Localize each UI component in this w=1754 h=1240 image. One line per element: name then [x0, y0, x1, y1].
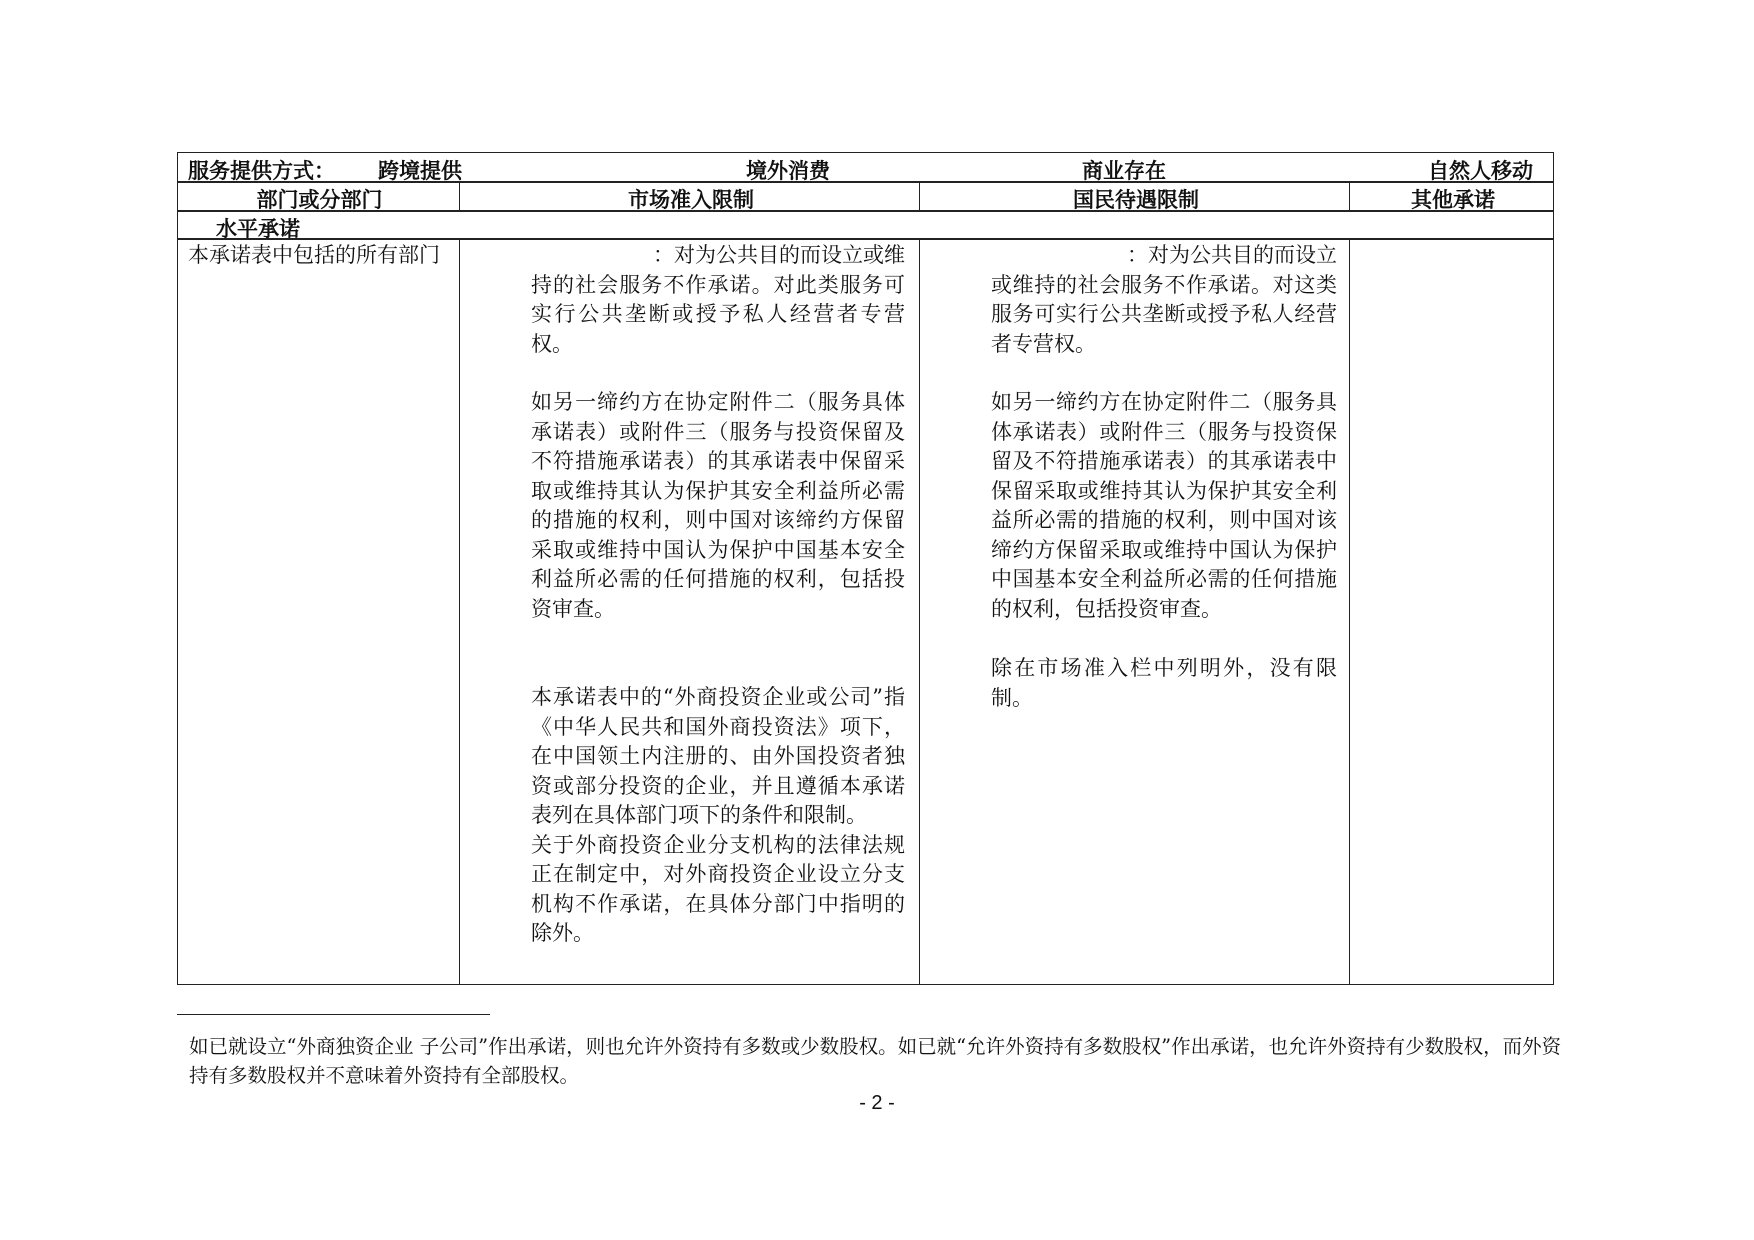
sector-cell [188, 241, 444, 271]
market-access-p1-line1: ：对为公共目的而设立或维 [653, 243, 905, 267]
modes-label: 服务提供方式： [188, 158, 335, 183]
national-treatment-p1-rest: 或维持的社会服务不作承诺。对这类服务可实行公共垄断或授予私人经营者专营权。 [991, 272, 1337, 356]
page-number: - 2 - [859, 1092, 895, 1114]
header-national-treatment: 国民待遇限制 [1073, 187, 1199, 212]
mode-consumption-abroad: 境外消费 [746, 158, 830, 183]
mode-commercial-presence: 商业存在 [1082, 158, 1166, 183]
national-treatment-p1-line1: ：对为公共目的而设立 [1127, 243, 1337, 267]
mode-cross-border: 跨境提供 [378, 158, 462, 183]
market-access-p2: 如另一缔约方在协定附件二（服务具体承诺表）或附件三（服务与投资保留及不符措施承诺表）的其承诺表中保留采取或维持其认为保护其安全利益所必需的措施的权利，则中国对该缔约方保留采取或维持中国认为保护中国基本安全利益所必需的任何措施的权利，包括投资审查。 [531, 390, 905, 621]
column-header-row [177, 181, 1554, 212]
header-sector: 部门或分部门 [256, 187, 383, 212]
horizontal-commitments-row [177, 238, 1554, 985]
national-treatment-cell [991, 241, 1337, 713]
header-additional-commitments: 其他承诺 [1411, 187, 1495, 212]
header-market-access: 市场准入限制 [628, 187, 754, 212]
national-treatment-p2: 如另一缔约方在协定附件二（服务具体承诺表）或附件三（服务与投资保留及不符措施承诺表）的其承诺表中保留采取或维持其认为保护其安全利益所必需的措施的权利，则中国对该缔约方保留采取或维持中国认为保护中国基本安全利益所必需的任何措施的权利，包括投资审查。 [991, 390, 1337, 621]
section-title: 水平承诺 [216, 216, 300, 241]
market-access-p1-rest: 持的社会服务不作承诺。对此类服务可实行公共垄断或授予私人经营者专营权。 [531, 272, 905, 356]
commitment-table [177, 152, 1554, 985]
market-access-p3: 本承诺表中的“外商投资企业或公司”指《中华人民共和国外商投资法》项下，在中国领土内注册的、由外国投资者独资或部分投资的企业，并且遵循本承诺表列在具体部门项下的条件和限制。 [531, 685, 905, 827]
modes-of-supply-row [177, 152, 1554, 183]
national-treatment-p3: 除在市场准入栏中列明外，没有限制。 [991, 656, 1337, 710]
mode-natural-persons: 自然人移动 [1428, 158, 1533, 183]
sector-text: 本承诺表中包括的所有部门 [188, 243, 440, 267]
footnote: 如已就设立“外商独资企业 子公司”作出承诺，则也允许外资持有多数或少数股权。如已就“允许外资持有多数股权”作出承诺，也允许外资持有少数股权，而外资持有多数股权并不意味着外资持有全部股权。 [189, 1035, 1562, 1087]
footnote-separator [177, 1014, 490, 1015]
market-access-p4: 关于外商投资企业分支机构的法律法规正在制定中，对外商投资企业设立分支机构不作承诺，在具体分部门中指明的除外。 [531, 832, 905, 945]
market-access-cell [531, 241, 905, 949]
section-title-row [177, 210, 1554, 240]
